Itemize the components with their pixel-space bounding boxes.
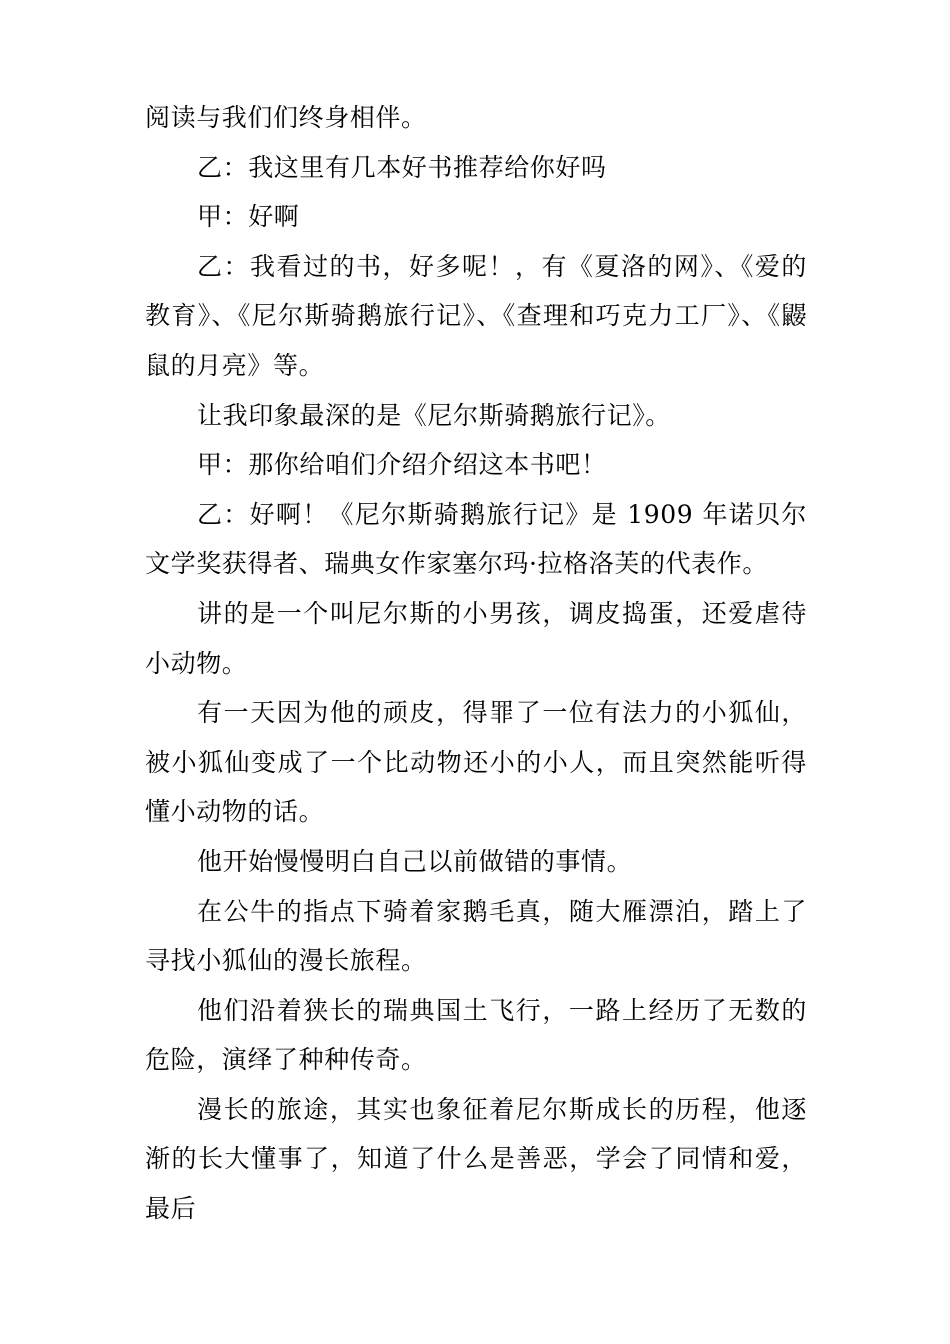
paragraph: 他们沿着狭长的瑞典国土飞行，一路上经历了无数的危险，演绎了种种传奇。 — [145, 995, 807, 1075]
paragraph: 在公牛的指点下骑着家鹅毛真，随大雁漂泊，踏上了寻找小狐仙的漫长旅程。 — [145, 896, 807, 976]
paragraph: 乙：我这里有几本好书推荐给你好吗 — [197, 152, 607, 182]
document-body — [145, 93, 807, 1234]
paragraph: 甲：那你给咱们介绍介绍这本书吧！ — [197, 450, 607, 480]
paragraph: 乙：好啊！《尼尔斯骑鹅旅行记》是 1909 年诺贝尔文学奖获得者、瑞典女作家塞尔玛·拉格洛芙的代表作。 — [145, 499, 807, 579]
paragraph: 漫长的旅途，其实也象征着尼尔斯成长的历程，他逐渐的长大懂事了，知道了什么是善恶，学会了同情和爱，最后 — [145, 1094, 807, 1224]
paragraph: 阅读与我们们终身相伴。 — [145, 103, 427, 132]
paragraph: 让我印象最深的是《尼尔斯骑鹅旅行记》。 — [197, 400, 671, 430]
paragraph: 乙：我看过的书，好多呢！，有《夏洛的网》、《爱的教育》、《尼尔斯骑鹅旅行记》、《查理和巧克力工厂》、《鼹鼠的月亮》等。 — [145, 251, 807, 380]
paragraph: 讲的是一个叫尼尔斯的小男孩，调皮捣蛋，还爱虐待小动物。 — [145, 598, 807, 678]
paragraph: 他开始慢慢明白自己以前做错的事情。 — [197, 846, 633, 876]
paragraph: 甲：好啊 — [197, 202, 300, 232]
paragraph: 有一天因为他的顽皮，得罪了一位有法力的小狐仙，被小狐仙变成了一个比动物还小的小人，而且突然能听得懂小动物的话。 — [145, 698, 807, 827]
